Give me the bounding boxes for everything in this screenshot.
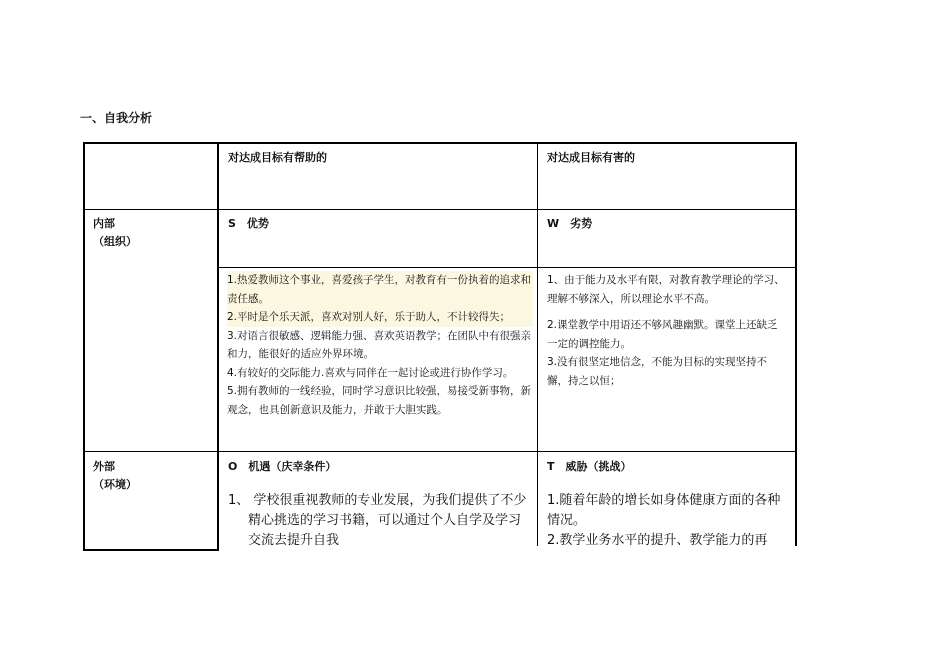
table-border-top	[83, 142, 797, 144]
row-divider	[83, 209, 797, 210]
list-item: 1.随着年龄的增长如身体健康方面的各种情况。	[547, 493, 781, 528]
external-label: 外部	[93, 460, 115, 473]
swot-table	[83, 142, 797, 552]
row-divider	[83, 451, 797, 452]
table-border-right	[795, 142, 797, 546]
column-divider	[537, 142, 538, 546]
table-border-bottom	[83, 549, 219, 551]
list-item: 1、由于能力及水平有限，对教育教学理论的学习、理解不够深入，所以理论水平不高。	[547, 274, 785, 305]
row-divider	[218, 267, 797, 268]
header-helpful: 对达成目标有帮助的	[228, 151, 327, 164]
list-item: 3.对语言很敏感、逻辑能力强、喜欢英语教学；在团队中有很强亲和力，能很好的适应外界环境。	[227, 329, 532, 360]
list-item: 2.教学业务水平的提升、教学能力的再	[547, 533, 768, 547]
internal-label: 内部	[93, 217, 115, 230]
list-item: 3.没有很坚定地信念，不能为目标的实现坚持不懈，持之以恒；	[547, 356, 768, 387]
strengths-title: S 优势	[228, 217, 269, 230]
list-item: 4.有较好的交际能力.喜欢与同伴在一起讨论或进行协作学习。	[227, 366, 514, 379]
list-item: 2.平时是个乐天派，喜欢对别人好，乐于助人，不计较得失；	[227, 308, 533, 327]
section-title: 一、自我分析	[80, 111, 153, 125]
threats-title: T 威胁（挑战）	[547, 460, 632, 473]
row-label-external	[93, 458, 137, 494]
list-item: 5.拥有教师的一线经验，同时学习意识比较强，易接受新事物，新观念，也具创新意识及能力，并敢于大胆实践。	[227, 385, 532, 416]
opportunities-list	[228, 491, 533, 547]
list-item: 2.课堂教学中用语还不够风趣幽默。课堂上还缺乏一定的调控能力。	[547, 319, 778, 350]
weaknesses-title: W 劣势	[547, 217, 593, 230]
internal-sublabel: （组织）	[93, 235, 137, 248]
list-item: 1、 学校很重视教师的专业发展，为我们提供了不少精心挑选的学习书籍，可以通过个人自学及学习交流去提升自我	[228, 493, 527, 547]
table-border-left	[83, 142, 85, 551]
external-sublabel: （环境）	[93, 478, 137, 491]
header-harmful: 对达成目标有害的	[547, 151, 635, 164]
column-divider	[217, 142, 219, 551]
list-item: 1.热爱教师这个事业，喜爱孩子学生，对教育有一份执着的追求和责任感。	[227, 271, 533, 308]
threats-list	[547, 491, 790, 547]
opportunities-title: O 机遇（庆幸条件）	[228, 460, 337, 473]
row-label-internal	[93, 215, 137, 251]
strengths-list	[227, 271, 533, 419]
weaknesses-list	[547, 271, 787, 390]
